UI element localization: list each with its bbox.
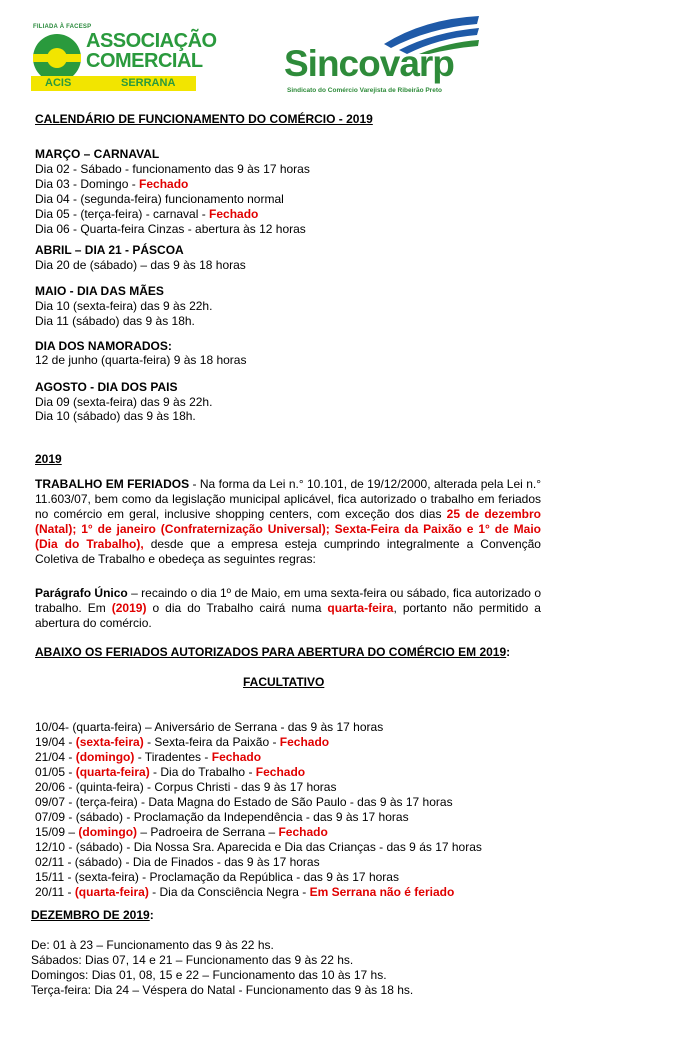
- fechado-label: Fechado: [255, 765, 306, 779]
- feriado-item: 02/11 - (sábado) - Dia de Finados - das 9 às 17 horas: [35, 855, 320, 869]
- agosto-heading: AGOSTO - DIA DOS PAIS: [35, 380, 178, 394]
- acis-name-line2: COMERCIAL: [86, 50, 203, 72]
- acis-emblem-icon: [33, 34, 81, 82]
- feriado-date: 19/04 -: [35, 735, 76, 749]
- dezembro-heading-text: DEZEMBRO DE 2019: [31, 908, 150, 922]
- marco-line-1: Dia 02 - Sábado - funcionamento das 9 às 17 horas: [35, 162, 310, 176]
- abril-heading: ABRIL – DIA 21 - PÁSCOA: [35, 243, 184, 257]
- feriado-name: – Padroeira de Serrana –: [137, 825, 279, 839]
- fechado-label: Fechado: [211, 750, 262, 764]
- namorados-line-1: 12 de junho (quarta-feira) 9 às 18 horas: [35, 353, 247, 367]
- trabalho-text-2: desde que a empresa esteja cumprindo integralmente a Convenção Coletiva de Trabalho e obedeça as seguintes regras:: [35, 537, 541, 566]
- acis-filiada-text: FILIADA À FACESP: [33, 24, 92, 30]
- feriado-name: - Sexta-feira da Paixão -: [143, 735, 280, 749]
- trabalho-text-1: - Na forma da Lei n.° 10.101, de 19/12/2000, alterada pela Lei n.° 11.603/07, bem como da legislação municipal aplicável, fica autorizado o trabalho em feriados no comércio em geral, inclusive shopping centers, com exceção dos dias: [35, 477, 541, 521]
- abril-line-1: Dia 20 de (sábado) – das 9 às 18 horas: [35, 258, 246, 272]
- feriado-date: 15/09 –: [35, 825, 79, 839]
- paragrafo-label: Parágrafo Único: [35, 586, 128, 600]
- feriado-item: [35, 765, 305, 780]
- feriado-item: 15/11 - (sexta-feira) - Proclamação da República - das 9 às 17 horas: [35, 870, 399, 884]
- dezembro-line-2: Sábados: Dias 07, 14 e 21 – Funcionamento das 9 às 22 hs.: [31, 953, 354, 967]
- sincovarp-name: Sincovarp: [284, 43, 454, 84]
- feriado-weekday: (domingo): [75, 750, 135, 764]
- fechado-label: Fechado: [278, 825, 328, 839]
- maio-line-2: Dia 11 (sábado) das 9 às 18h.: [35, 314, 195, 328]
- feriado-note: Em Serrana não é feriado: [309, 885, 455, 899]
- acis-logo: [31, 24, 217, 96]
- feriado-item: 07/09 - (sábado) - Proclamação da Independência - das 9 às 17 horas: [35, 810, 409, 824]
- marco-line-2: [35, 177, 188, 192]
- trabalho-paragraph: [35, 477, 541, 567]
- feriado-item: [35, 750, 261, 765]
- feriado-weekday: (quarta-feira): [75, 765, 150, 779]
- feriado-name: - Tiradentes -: [134, 750, 212, 764]
- dezembro-line-3: Domingos: Dias 01, 08, 15 e 22 – Funcionamento das 10 às 17 hs.: [31, 968, 387, 982]
- feriado-item: [35, 825, 328, 840]
- feriado-date: 01/05 -: [35, 765, 76, 779]
- feriados-heading-colon: :: [506, 645, 511, 659]
- feriado-item: [35, 735, 329, 750]
- feriado-item: [35, 885, 454, 900]
- dezembro-line-4: Terça-feira: Dia 24 – Véspera do Natal - Funcionamento das 9 às 18 hs.: [31, 983, 414, 997]
- paragrafo-text-1: – recaindo o dia 1º de Maio, em uma sexta-feira ou sábado, fica autorizado o trabalho. Em: [35, 586, 541, 615]
- paragrafo-year: (2019): [111, 601, 147, 615]
- agosto-line-1: Dia 09 (sexta-feira) das 9 às 22h.: [35, 395, 213, 409]
- fechado-label: Fechado: [209, 207, 259, 221]
- acis-band-left: ACIS: [45, 77, 72, 89]
- sincovarp-subtitle: Sindicato do Comércio Varejista de Ribeirão Preto: [287, 87, 442, 94]
- paragrafo-weekday: quarta-feira: [327, 601, 394, 615]
- maio-line-1: Dia 10 (sexta-feira) das 9 às 22h.: [35, 299, 213, 313]
- feriado-date: 21/04 -: [35, 750, 76, 764]
- year-heading: 2019: [35, 452, 62, 466]
- fechado-label: Fechado: [279, 735, 330, 749]
- paragrafo-text-3: , portanto não permitido a abertura do comércio.: [35, 601, 541, 630]
- feriado-name: - Dia da Consciência Negra -: [148, 885, 310, 899]
- trabalho-exceptions: 25 de dezembro (Natal); 1° de janeiro (Confraternização Universal); Sexta-Feira da Paixão e 1° de Maio (Dia do Trabalho),: [35, 507, 541, 551]
- maio-heading: MAIO - DIA DAS MÃES: [35, 284, 164, 298]
- fechado-label: Fechado: [139, 177, 189, 191]
- feriado-date: 20/11 -: [35, 885, 75, 899]
- marco-line-4: [35, 207, 258, 222]
- dezembro-line-1: De: 01 à 23 – Funcionamento das 9 às 22 hs.: [31, 938, 274, 952]
- feriado-weekday: (domingo): [78, 825, 138, 839]
- marco-line-3: Dia 04 - (segunda-feira) funcionamento normal: [35, 192, 284, 206]
- feriado-weekday: (quarta-feira): [74, 885, 149, 899]
- document-title: CALENDÁRIO DE FUNCIONAMENTO DO COMÉRCIO - 2019: [35, 112, 373, 126]
- paragrafo-text-2: o dia do Trabalho cairá numa: [146, 601, 328, 615]
- feriados-heading: [35, 645, 510, 660]
- acis-band: [31, 76, 196, 91]
- sincovarp-logo: [284, 14, 484, 98]
- marco-line-2-text: Dia 03 - Domingo -: [35, 177, 140, 191]
- dezembro-heading: [31, 908, 154, 923]
- feriados-heading-text: ABAIXO OS FERIADOS AUTORIZADOS PARA ABERTURA DO COMÉRCIO EM 2019: [35, 645, 507, 659]
- paragrafo-unico: [35, 586, 541, 631]
- dezembro-heading-colon: :: [149, 908, 154, 922]
- trabalho-label: TRABALHO EM FERIADOS: [35, 477, 190, 491]
- marco-line-5: Dia 06 - Quarta-feira Cinzas - abertura às 12 horas: [35, 222, 306, 236]
- agosto-line-2: Dia 10 (sábado) das 9 às 18h.: [35, 409, 196, 423]
- feriado-item: 12/10 - (sábado) - Dia Nossa Sra. Aparecida e Dia das Crianças - das 9 ás 17 horas: [35, 840, 482, 854]
- facultativo-heading: FACULTATIVO: [243, 675, 325, 689]
- marco-line-4-text: Dia 05 - (terça-feira) - carnaval -: [35, 207, 210, 221]
- feriado-item: 20/06 - (quinta-feira) - Corpus Christi - das 9 às 17 horas: [35, 780, 337, 794]
- acis-band-right: SERRANA: [121, 77, 176, 89]
- feriado-weekday: (sexta-feira): [75, 735, 144, 749]
- feriado-item: 09/07 - (terça-feira) - Data Magna do Estado de São Paulo - das 9 às 17 horas: [35, 795, 453, 809]
- namorados-heading: DIA DOS NAMORADOS:: [35, 339, 172, 353]
- feriado-item: 10/04- (quarta-feira) – Aniversário de Serrana - das 9 às 17 horas: [35, 720, 384, 734]
- acis-name-line1: ASSOCIAÇÃO: [86, 30, 217, 52]
- marco-heading: MARÇO – CARNAVAL: [35, 147, 160, 161]
- feriado-name: - Dia do Trabalho -: [149, 765, 256, 779]
